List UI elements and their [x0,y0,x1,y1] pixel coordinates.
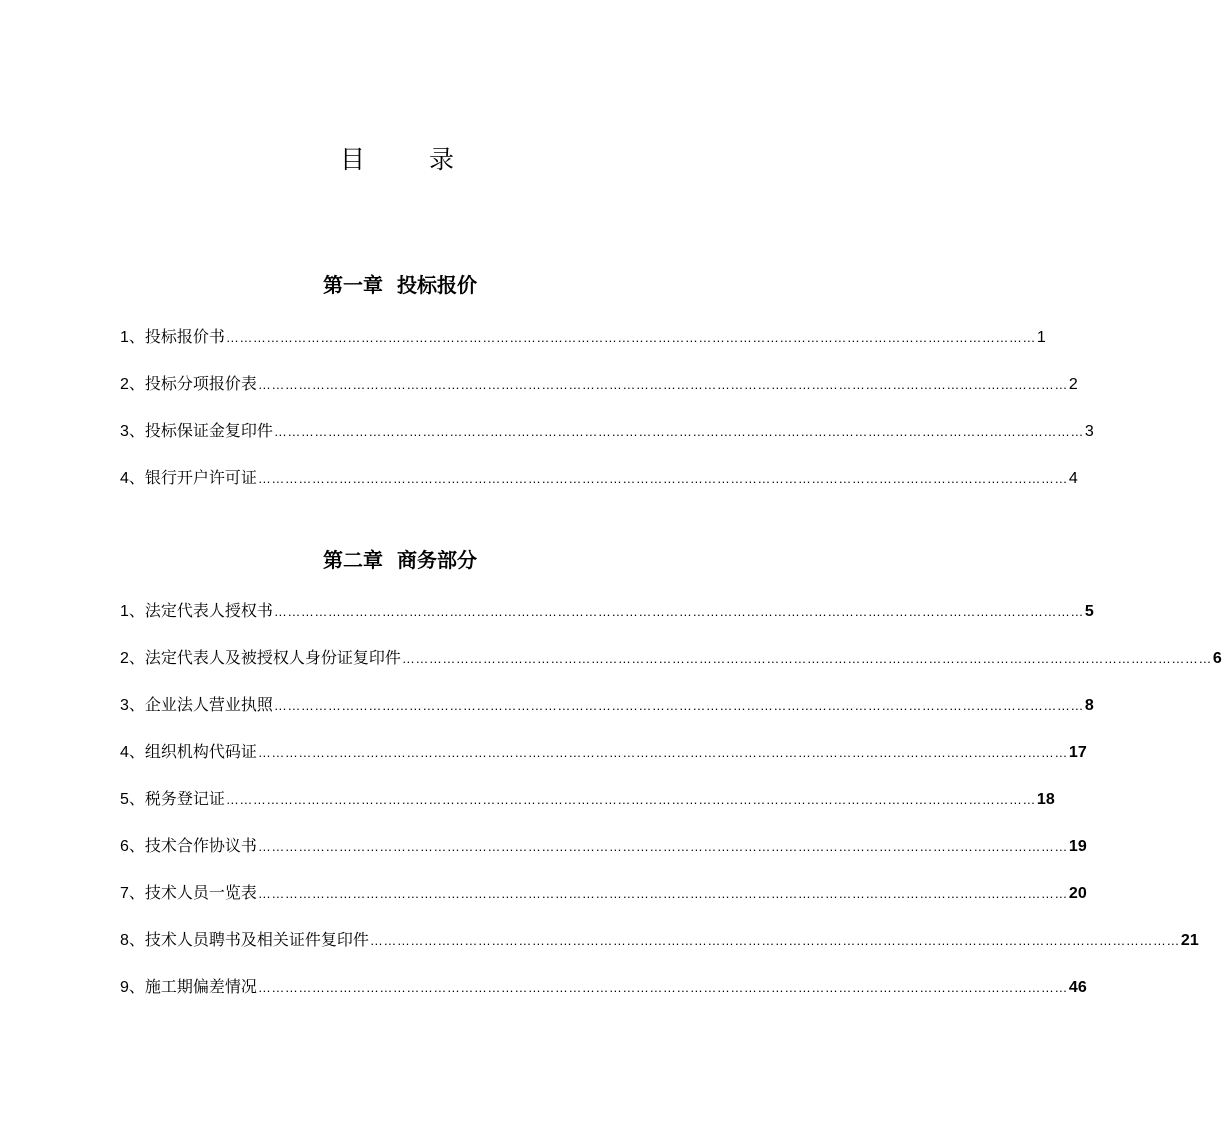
dot-leader: ……………………………………………………………………………………………………………………………………………………………… [257,980,1068,995]
toc-entry-page: 19 [1068,838,1087,855]
toc-entry-number: 4、 [120,470,145,487]
chapter-2-number: 第二章 [323,548,383,572]
dot-leader: ……………………………………………………………………………………………………………………………………………………………… [225,792,1036,807]
toc-entry-number: 1、 [120,329,145,346]
toc-entry-page: 8 [1084,697,1094,714]
chapter-1-number: 第一章 [323,273,383,297]
toc-entry-page: 3 [1084,423,1094,440]
chapter-2-heading [0,545,800,575]
toc-entry-title: 法定代表人授权书 [144,601,273,620]
toc-entry[interactable] [120,691,1094,738]
dot-leader: ……………………………………………………………………………………………………………………………………………………………… [257,745,1068,760]
toc-entry-title: 施工期偏差情况 [144,977,257,996]
toc-entry-number: 6、 [120,838,145,855]
toc-entry-title: 投标分项报价表 [144,374,257,393]
toc-entry[interactable] [120,738,1087,785]
toc-entry-page: 18 [1036,791,1055,808]
chapter-2-toc-list [120,597,1222,1020]
toc-entry-page: 17 [1068,744,1087,761]
toc-entry-page: 46 [1068,979,1087,996]
toc-entry-title: 企业法人营业执照 [144,695,273,714]
toc-entry[interactable] [120,644,1222,691]
toc-entry-page: 1 [1036,329,1046,346]
toc-entry-title: 投标报价书 [144,327,225,346]
toc-entry-page: 2 [1068,376,1078,393]
toc-entry-number: 5、 [120,791,145,808]
dot-leader: ……………………………………………………………………………………………………………………………………………………………… [225,330,1036,345]
toc-entry-title: 银行开户许可证 [144,468,257,487]
page-title: 目 录 [340,145,482,174]
dot-leader: ……………………………………………………………………………………………………………………………………………………………… [401,651,1212,666]
toc-entry-page: 6 [1212,650,1222,667]
toc-entry-page: 21 [1180,932,1199,949]
toc-entry[interactable] [120,879,1087,926]
dot-leader: ……………………………………………………………………………………………………………………………………………………………… [257,377,1068,392]
chapter-1-toc-list [120,323,1094,511]
toc-entry-number: 8、 [120,932,145,949]
toc-entry-number: 3、 [120,423,145,440]
toc-entry-title: 组织机构代码证 [144,742,257,761]
toc-entry-number: 1、 [120,603,145,620]
toc-entry[interactable] [120,926,1199,973]
toc-entry[interactable] [120,370,1078,417]
toc-entry[interactable] [120,597,1094,644]
toc-entry-number: 2、 [120,376,145,393]
dot-leader: ……………………………………………………………………………………………………………………………………………………………… [273,424,1084,439]
toc-entry[interactable] [120,323,1046,370]
toc-entry-number: 3、 [120,697,145,714]
dot-leader: ……………………………………………………………………………………………………………………………………………………………… [257,839,1068,854]
toc-entry-title: 法定代表人及被授权人身份证复印件 [144,648,401,667]
toc-entry[interactable] [120,973,1087,1020]
dot-leader: ……………………………………………………………………………………………………………………………………………………………… [369,933,1180,948]
toc-entry-page: 5 [1084,603,1094,620]
toc-entry-page: 4 [1068,470,1078,487]
chapter-2-title: 商务部分 [397,548,477,572]
chapter-1-heading [0,270,800,300]
dot-leader: ……………………………………………………………………………………………………………………………………………………………… [273,604,1084,619]
toc-entry[interactable] [120,417,1094,464]
toc-entry-number: 7、 [120,885,145,902]
dot-leader: ……………………………………………………………………………………………………………………………………………………………… [257,886,1068,901]
toc-entry[interactable] [120,464,1078,511]
dot-leader: ……………………………………………………………………………………………………………………………………………………………… [257,471,1068,486]
toc-entry-title: 技术合作协议书 [144,836,257,855]
toc-entry-title: 投标保证金复印件 [144,421,273,440]
toc-entry-page: 20 [1068,885,1087,902]
toc-entry[interactable] [120,832,1087,879]
toc-entry-title: 技术人员聘书及相关证件复印件 [144,930,369,949]
toc-entry-title: 税务登记证 [144,789,225,808]
chapter-1-title: 投标报价 [397,273,477,297]
toc-entry-number: 9、 [120,979,145,996]
toc-entry-number: 4、 [120,744,145,761]
toc-entry[interactable] [120,785,1055,832]
toc-entry-title: 技术人员一览表 [144,883,257,902]
toc-entry-number: 2、 [120,650,145,667]
dot-leader: ……………………………………………………………………………………………………………………………………………………………… [273,698,1084,713]
